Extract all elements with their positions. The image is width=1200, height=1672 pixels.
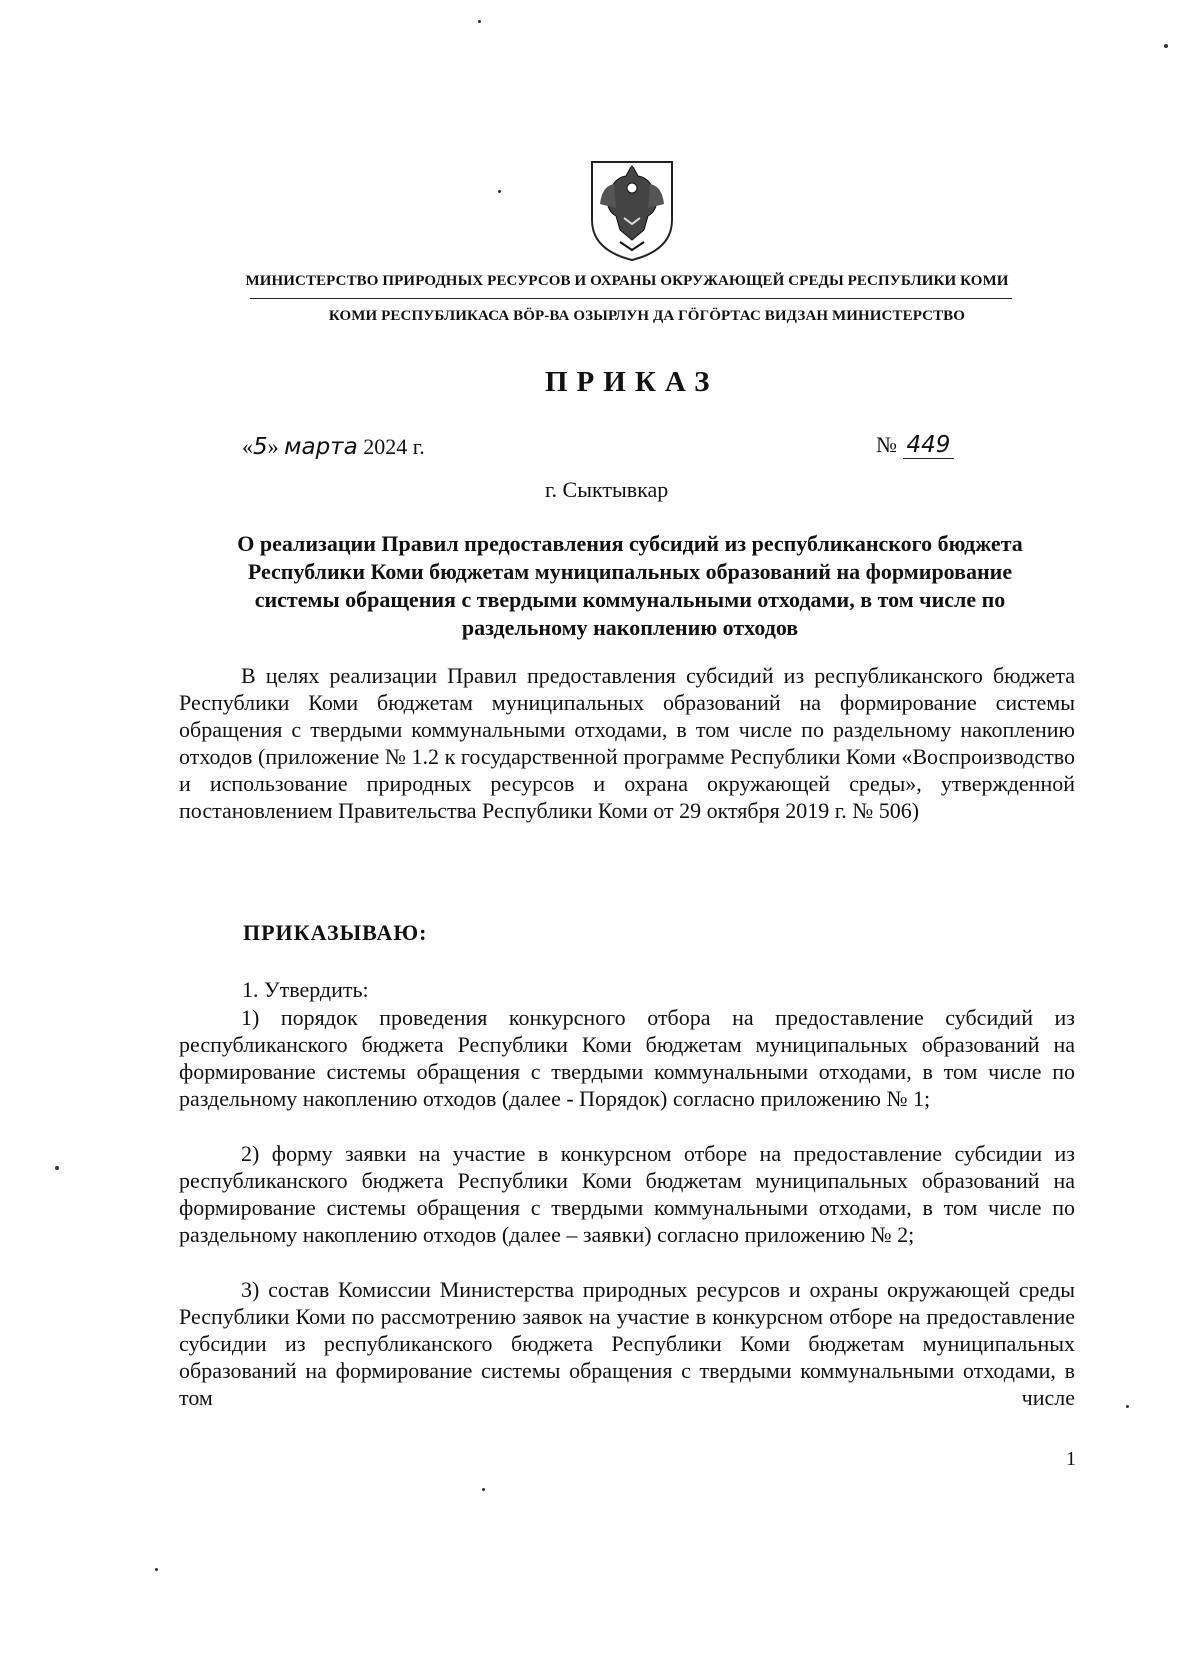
scan-speck [55,1166,59,1170]
date-day-handwritten: 5 [253,434,268,460]
subitem-2: 2) форму заявки на участие в конкурсном отборе на предоставление субсидии из республиканского бюджета Республики Коми бюджетам муниципальных образований на формирование системы обращения с твердыми коммунальными отходами, в том числе по раздельному накоплению отходов (далее – заявки) согласно приложению № 2; [179,1141,1075,1247]
preamble-paragraph: В целях реализации Правил предоставления субсидий из республиканского бюджета Республики Коми бюджетам муниципальных образований на формирование системы обращения с твердыми коммунальными отходами, в том числе по раздельному накоплению отходов (приложение № 1.2 к государственной программе Республики Коми «Воспроизводство и использование природных ресурсов и охрана окружающей среды», утвержденной постановлением Правительства Республики Коми от 29 октября 2019 г. № 506) [179,663,1075,823]
document-title: ПРИКАЗ [545,366,719,398]
header-divider [250,298,1012,299]
document-subject: О реализации Правил предоставления субсидий из республиканского бюджета Республики Коми бюджетам муниципальных образований на формирование системы обращения с твердыми коммунальными отходами, в том числе по раздельному накоплению отходов [237,531,1023,640]
date-open-quote: « [242,434,253,459]
date-close-quote: » [267,434,279,459]
scan-speck [482,1488,485,1491]
document-date [242,434,425,460]
item-1-heading: 1. Утвердить: [242,977,369,1002]
scan-speck [1164,44,1168,48]
scan-speck [155,1568,158,1571]
scan-speck [1126,1405,1129,1408]
ministry-name-komi: КОМИ РЕСПУБЛИКАСА ВӦР-ВА ОЗЫРЛУН ДА ГӦГӦРТАС ВИДЗАН МИНИСТЕРСТВО [328,308,966,324]
scan-speck [498,190,501,193]
ministry-name-russian: МИНИСТЕРСТВО ПРИРОДНЫХ РЕСУРСОВ И ОХРАНЫ ОКРУЖАЮЩЕЙ СРЕДЫ РЕСПУБЛИКИ КОМИ [245,273,1009,289]
order-heading: ПРИКАЗЫВАЮ: [243,920,428,945]
page-number: 1 [1066,1448,1076,1470]
number-label: № [876,432,897,457]
document-city: г. Сыктывкар [545,477,669,502]
date-month-handwritten: марта [284,434,358,460]
subitem-1: 1) порядок проведения конкурсного отбора на предоставление субсидий из республиканского бюджета Республики Коми бюджетам муниципальных образований на формирование системы обращения с твердыми коммунальными отходами, в том числе по раздельному накоплению отходов (далее - Порядок) согласно приложению № 1; [179,1005,1075,1111]
scan-speck [478,20,481,23]
document-number [876,432,954,458]
coat-of-arms-icon [586,158,678,262]
date-year: 2024 г. [363,434,425,459]
subitem-3: 3) состав Комиссии Министерства природных ресурсов и охраны окружающей среды Республики Коми по рассмотрению заявок на участие в конкурсном отборе на предоставление субсидии из республиканского бюджета Республики Коми бюджетам муниципальных образований на формирование системы обращения с твердыми коммунальными отходами, в том числе [179,1277,1075,1410]
number-value-handwritten: 449 [903,432,955,459]
